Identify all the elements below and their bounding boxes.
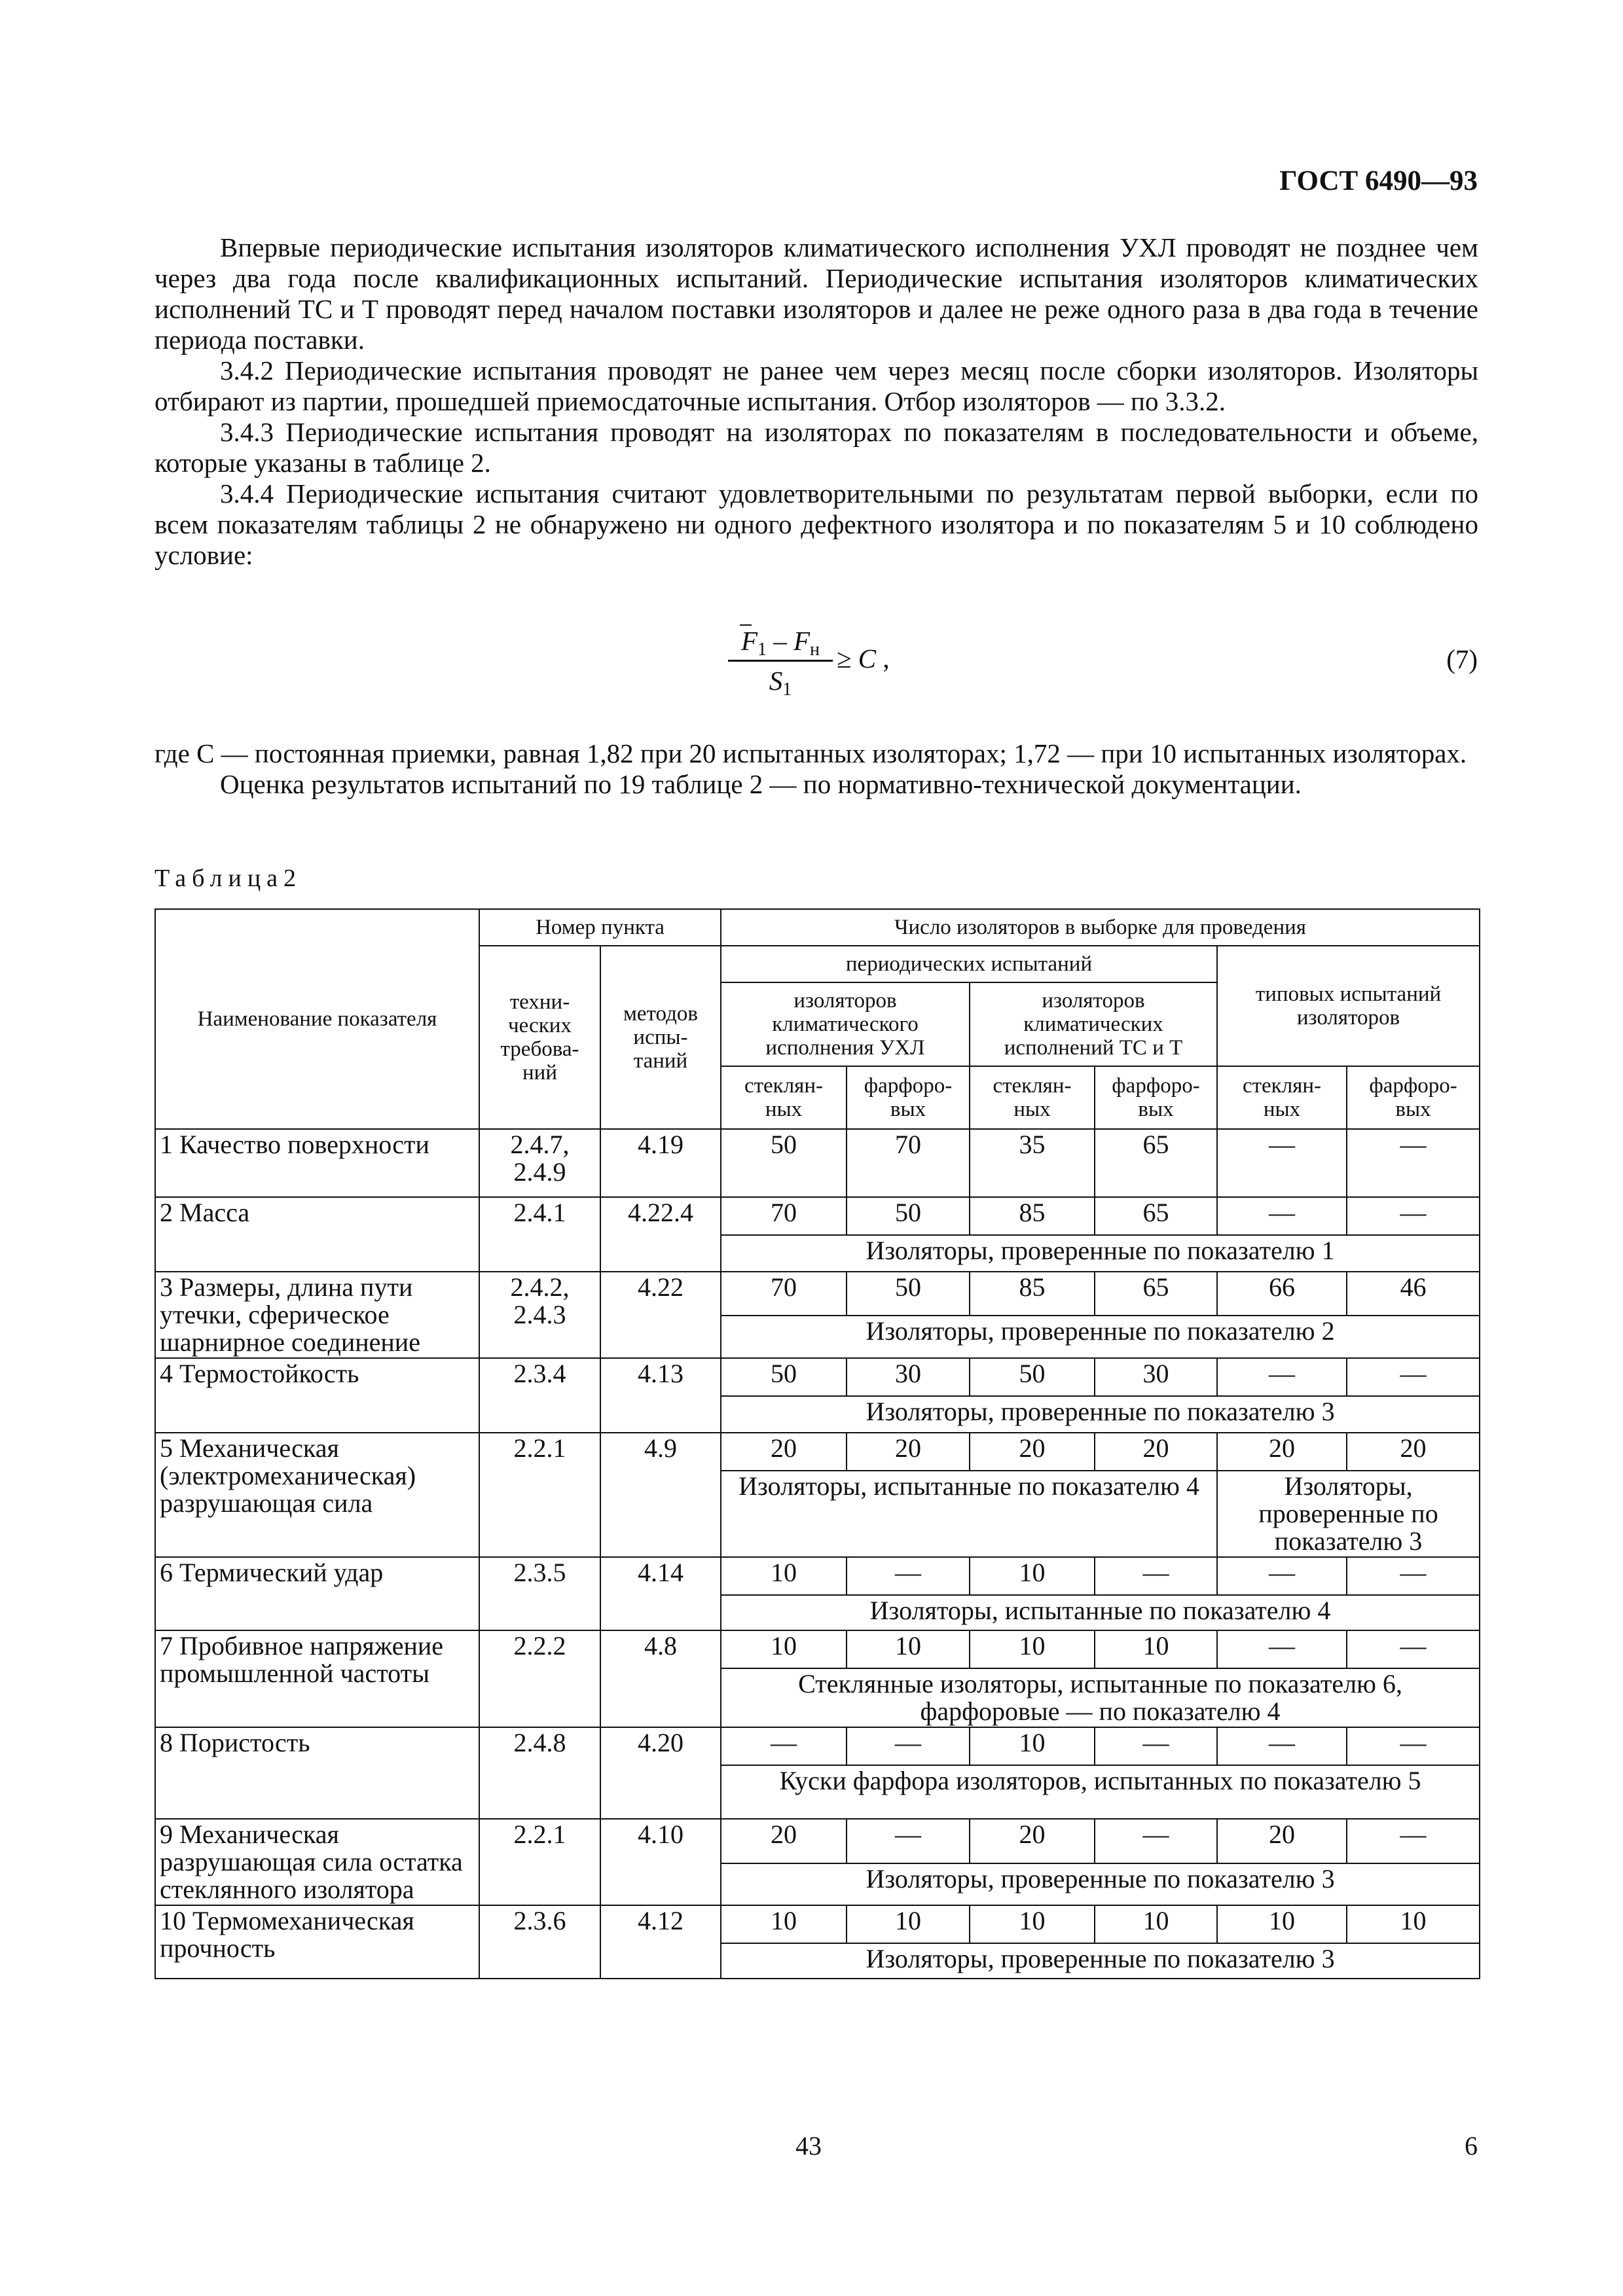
paragraph: 3.4.2 Периодические испытания проводят не ранее чем через месяц после сборки изоляторов. Изоляторы отбирают из партии, прошедшей приемосдаточные испытания. Отбор изоляторов — по 3.3.2. xyxy=(155,355,1478,416)
cell-sample-count: — xyxy=(1095,1557,1217,1595)
paragraph: 3.4.3 Периодические испытания проводят на изоляторах по показателям в последовательности и объеме, которые указаны в таблице 2. xyxy=(155,417,1478,478)
cell-indicator-name: 10 Термомеханическая прочность xyxy=(155,1905,479,1979)
table-row xyxy=(155,1358,1480,1396)
paragraph: Оценка результатов испытаний по 19 таблице 2 — по нормативно-технической документации. xyxy=(220,769,1302,799)
cell-sample-count: 20 xyxy=(721,1819,847,1863)
cell-sample-count: — xyxy=(847,1727,970,1765)
cell-sample-count: 50 xyxy=(847,1197,970,1235)
cell-sample-count: — xyxy=(1347,1819,1480,1863)
cell-sample-count: 85 xyxy=(970,1197,1095,1235)
cell-sample-count: 20 xyxy=(970,1819,1095,1863)
cell-sample-count: — xyxy=(721,1727,847,1765)
cell-indicator-name: 8 Пористость xyxy=(155,1727,479,1819)
cell-sample-count: 50 xyxy=(721,1129,847,1197)
paragraph: Впервые периодические испытания изоляторов климатического исполнения УХЛ проводят не позднее чем через два года после квалификационных испытаний. Периодические испытания изоляторов климатических исполнений ТС и Т проводят перед началом поставки изоляторов и далее не реже одного раза в два года в течение периода поставки. xyxy=(155,232,1478,355)
formula-denominator: $S_1$ xyxy=(769,666,792,700)
cell-note: Изоляторы, проверенные по показателю 2 xyxy=(721,1316,1480,1358)
cell-sample-count: — xyxy=(1347,1630,1480,1668)
cell-sample-count: 20 xyxy=(1095,1433,1217,1471)
cell-indicator-name: 7 Пробивное напряжение промышленной частоты xyxy=(155,1630,479,1727)
cell-test-method: 4.22 xyxy=(600,1272,721,1358)
table-row xyxy=(155,1630,1480,1668)
cell-sample-count: 65 xyxy=(1095,1272,1217,1316)
header-periodic: периодических испытаний xyxy=(721,946,1217,982)
cell-sample-count: 65 xyxy=(1095,1129,1217,1197)
table-row xyxy=(155,1129,1480,1197)
paragraph: где C — постоянная приемки, равная 1,82 при 20 испытанных изоляторах; 1,72 — при 10 испытанных изоляторах. xyxy=(155,738,1467,768)
cell-sample-count: 20 xyxy=(970,1433,1095,1471)
cell-sample-count: — xyxy=(1217,1727,1347,1765)
table-row xyxy=(155,1272,1480,1316)
header-name: Наименование показателя xyxy=(155,909,479,1129)
cell-sample-count: 10 xyxy=(721,1905,847,1943)
cell-test-method: 4.9 xyxy=(600,1433,721,1557)
cell-tech-req: 2.2.1 xyxy=(479,1819,600,1905)
cell-sample-count: — xyxy=(1347,1727,1480,1765)
cell-sample-count: 10 xyxy=(847,1630,970,1668)
cell-sample-count: 65 xyxy=(1095,1197,1217,1235)
body-text-top xyxy=(155,232,1478,571)
cell-sample-count: 20 xyxy=(1217,1819,1347,1863)
cell-sample-count: — xyxy=(1347,1557,1480,1595)
header-glass: стеклян- ных xyxy=(970,1066,1095,1129)
cell-note: Изоляторы, проверенные по показателю 3 xyxy=(721,1943,1480,1979)
table-row xyxy=(155,1433,1480,1471)
cell-test-method: 4.12 xyxy=(600,1905,721,1979)
table-2 xyxy=(155,908,1480,1979)
cell-indicator-name: 9 Механическая разрушающая сила остатка стеклянного изолятора xyxy=(155,1819,479,1905)
cell-sample-count: 85 xyxy=(970,1272,1095,1316)
header-glass: стеклян- ных xyxy=(721,1066,847,1129)
cell-note: Изоляторы, проверенные по показателю 1 xyxy=(721,1235,1480,1272)
cell-sample-count: 70 xyxy=(721,1197,847,1235)
page-number: 43 xyxy=(795,2131,822,2161)
standard-number: ГОСТ 6490—93 xyxy=(1279,166,1478,196)
cell-sample-count: — xyxy=(1347,1129,1480,1197)
paragraph: 3.4.4 Периодические испытания считают удовлетворительными по результатам первой выборки, если по всем показателям таблицы 2 не обнаружено ни одного дефектного изолятора и по показателям 5 и 10 соблюдено условие: xyxy=(155,478,1478,570)
cell-test-method: 4.13 xyxy=(600,1358,721,1433)
cell-indicator-name: 1 Качество поверхности xyxy=(155,1129,479,1197)
formula-fraction xyxy=(728,622,833,700)
cell-indicator-name: 6 Термический удар xyxy=(155,1557,479,1630)
cell-indicator-name: 5 Механическая (электромеханическая) разрушающая сила xyxy=(155,1433,479,1557)
cell-sample-count: 70 xyxy=(847,1129,970,1197)
cell-sample-count: 10 xyxy=(1095,1905,1217,1943)
cell-sample-count: — xyxy=(1095,1819,1217,1863)
cell-tech-req: 2.3.6 xyxy=(479,1905,600,1979)
cell-test-method: 4.19 xyxy=(600,1129,721,1197)
formula-relation: ≥ C , xyxy=(837,643,890,673)
cell-note: Изоляторы, проверенные по показателю 3 xyxy=(721,1396,1480,1433)
cell-sample-count: 30 xyxy=(847,1358,970,1396)
cell-sample-count: — xyxy=(1217,1197,1347,1235)
cell-sample-count: 10 xyxy=(1347,1905,1480,1943)
header-test-methods: методов испы- таний xyxy=(600,946,721,1129)
cell-sample-count: — xyxy=(1217,1630,1347,1668)
cell-sample-count: 50 xyxy=(847,1272,970,1316)
cell-sample-count: — xyxy=(847,1819,970,1863)
header-glass: стеклян- ных xyxy=(1217,1066,1347,1129)
cell-sample-count: 10 xyxy=(970,1630,1095,1668)
cell-test-method: 4.14 xyxy=(600,1557,721,1630)
cell-sample-count: — xyxy=(1347,1197,1480,1235)
cell-sample-count: 10 xyxy=(970,1727,1095,1765)
cell-tech-req: 2.2.2 xyxy=(479,1630,600,1727)
cell-sample-count: — xyxy=(1217,1129,1347,1197)
cell-tech-req: 2.3.5 xyxy=(479,1557,600,1630)
cell-sample-count: 10 xyxy=(970,1557,1095,1595)
cell-sample-count: 70 xyxy=(721,1272,847,1316)
equation-number: (7) xyxy=(1446,644,1478,674)
header-ts-t: изоляторов климатических исполнений ТС и Т xyxy=(970,982,1217,1066)
cell-indicator-name: 3 Размеры, длина пути утечки, сферическое шарнирное соединение xyxy=(155,1272,479,1358)
cell-sample-count: 30 xyxy=(1095,1358,1217,1396)
header-type-tests: типовых испытаний изоляторов xyxy=(1217,946,1480,1066)
cell-sample-count: 66 xyxy=(1217,1272,1347,1316)
cell-sample-count: 10 xyxy=(970,1905,1095,1943)
table-row xyxy=(155,1197,1480,1235)
cell-sample-count: — xyxy=(1347,1358,1480,1396)
cell-test-method: 4.20 xyxy=(600,1727,721,1819)
cell-note: Изоляторы, проверенные по показателю 3 xyxy=(721,1863,1480,1905)
header-porcelain: фарфоро- вых xyxy=(847,1066,970,1129)
cell-sample-count: 20 xyxy=(1217,1433,1347,1471)
cell-sample-count: 20 xyxy=(721,1433,847,1471)
cell-sample-count: — xyxy=(1095,1727,1217,1765)
header-uhl: изоляторов климатического исполнения УХЛ xyxy=(721,982,970,1066)
header-sample-count: Число изоляторов в выборке для проведения xyxy=(721,909,1480,946)
header-item-no: Номер пункта xyxy=(479,909,721,946)
table-caption: Таблица2 xyxy=(155,865,302,892)
cell-sample-count: 50 xyxy=(721,1358,847,1396)
cell-sample-count: 46 xyxy=(1347,1272,1480,1316)
cell-indicator-name: 4 Термостойкость xyxy=(155,1358,479,1433)
cell-indicator-name: 2 Масса xyxy=(155,1197,479,1272)
table-row xyxy=(155,1905,1480,1943)
cell-tech-req: 2.4.8 xyxy=(479,1727,600,1819)
header-porcelain: фарфоро- вых xyxy=(1347,1066,1480,1129)
cell-tech-req: 2.4.1 xyxy=(479,1197,600,1272)
cell-sample-count: 10 xyxy=(847,1905,970,1943)
cell-tech-req: 2.2.1 xyxy=(479,1433,600,1557)
cell-sample-count: 35 xyxy=(970,1129,1095,1197)
cell-sample-count: — xyxy=(1217,1358,1347,1396)
cell-sample-count: 20 xyxy=(1347,1433,1480,1471)
table-row xyxy=(155,1557,1480,1595)
cell-note: Изоляторы, испытанные по показателю 4 xyxy=(721,1595,1480,1630)
table-row xyxy=(155,1727,1480,1765)
header-porcelain: фарфоро- вых xyxy=(1095,1066,1217,1129)
cell-tech-req: 2.4.7, 2.4.9 xyxy=(479,1129,600,1197)
cell-test-method: 4.8 xyxy=(600,1630,721,1727)
cell-sample-count: 10 xyxy=(721,1630,847,1668)
cell-sample-count: 10 xyxy=(1095,1630,1217,1668)
cell-sample-count: — xyxy=(1217,1557,1347,1595)
formula-7 xyxy=(720,622,1113,720)
cell-test-method: 4.22.4 xyxy=(600,1197,721,1272)
cell-sample-count: — xyxy=(847,1557,970,1595)
cell-tech-req: 2.4.2, 2.4.3 xyxy=(479,1272,600,1358)
formula-numerator: $F_1 - F_н$ xyxy=(740,626,820,660)
cell-tech-req: 2.3.4 xyxy=(479,1358,600,1433)
cell-note: Стеклянные изоляторы, испытанные по показателю 6, фарфоровые — по показателю 4 xyxy=(721,1668,1480,1727)
cell-test-method: 4.10 xyxy=(600,1819,721,1905)
cell-note: Изоляторы, испытанные по показателю 4 xyxy=(721,1471,1217,1557)
body-text-after-formula xyxy=(155,738,1478,800)
cell-sample-count: 50 xyxy=(970,1358,1095,1396)
cell-note: Изоляторы, проверенные по показателю 3 xyxy=(1217,1471,1480,1557)
cell-sample-count: 10 xyxy=(721,1557,847,1595)
cell-sample-count: 20 xyxy=(847,1433,970,1471)
sheet-number: 6 xyxy=(1465,2131,1478,2161)
cell-sample-count: 10 xyxy=(1217,1905,1347,1943)
cell-note: Куски фарфора изоляторов, испытанных по показателю 5 xyxy=(721,1765,1480,1819)
header-tech-req: техни- ческих требова- ний xyxy=(479,946,600,1129)
table-row xyxy=(155,1819,1480,1863)
